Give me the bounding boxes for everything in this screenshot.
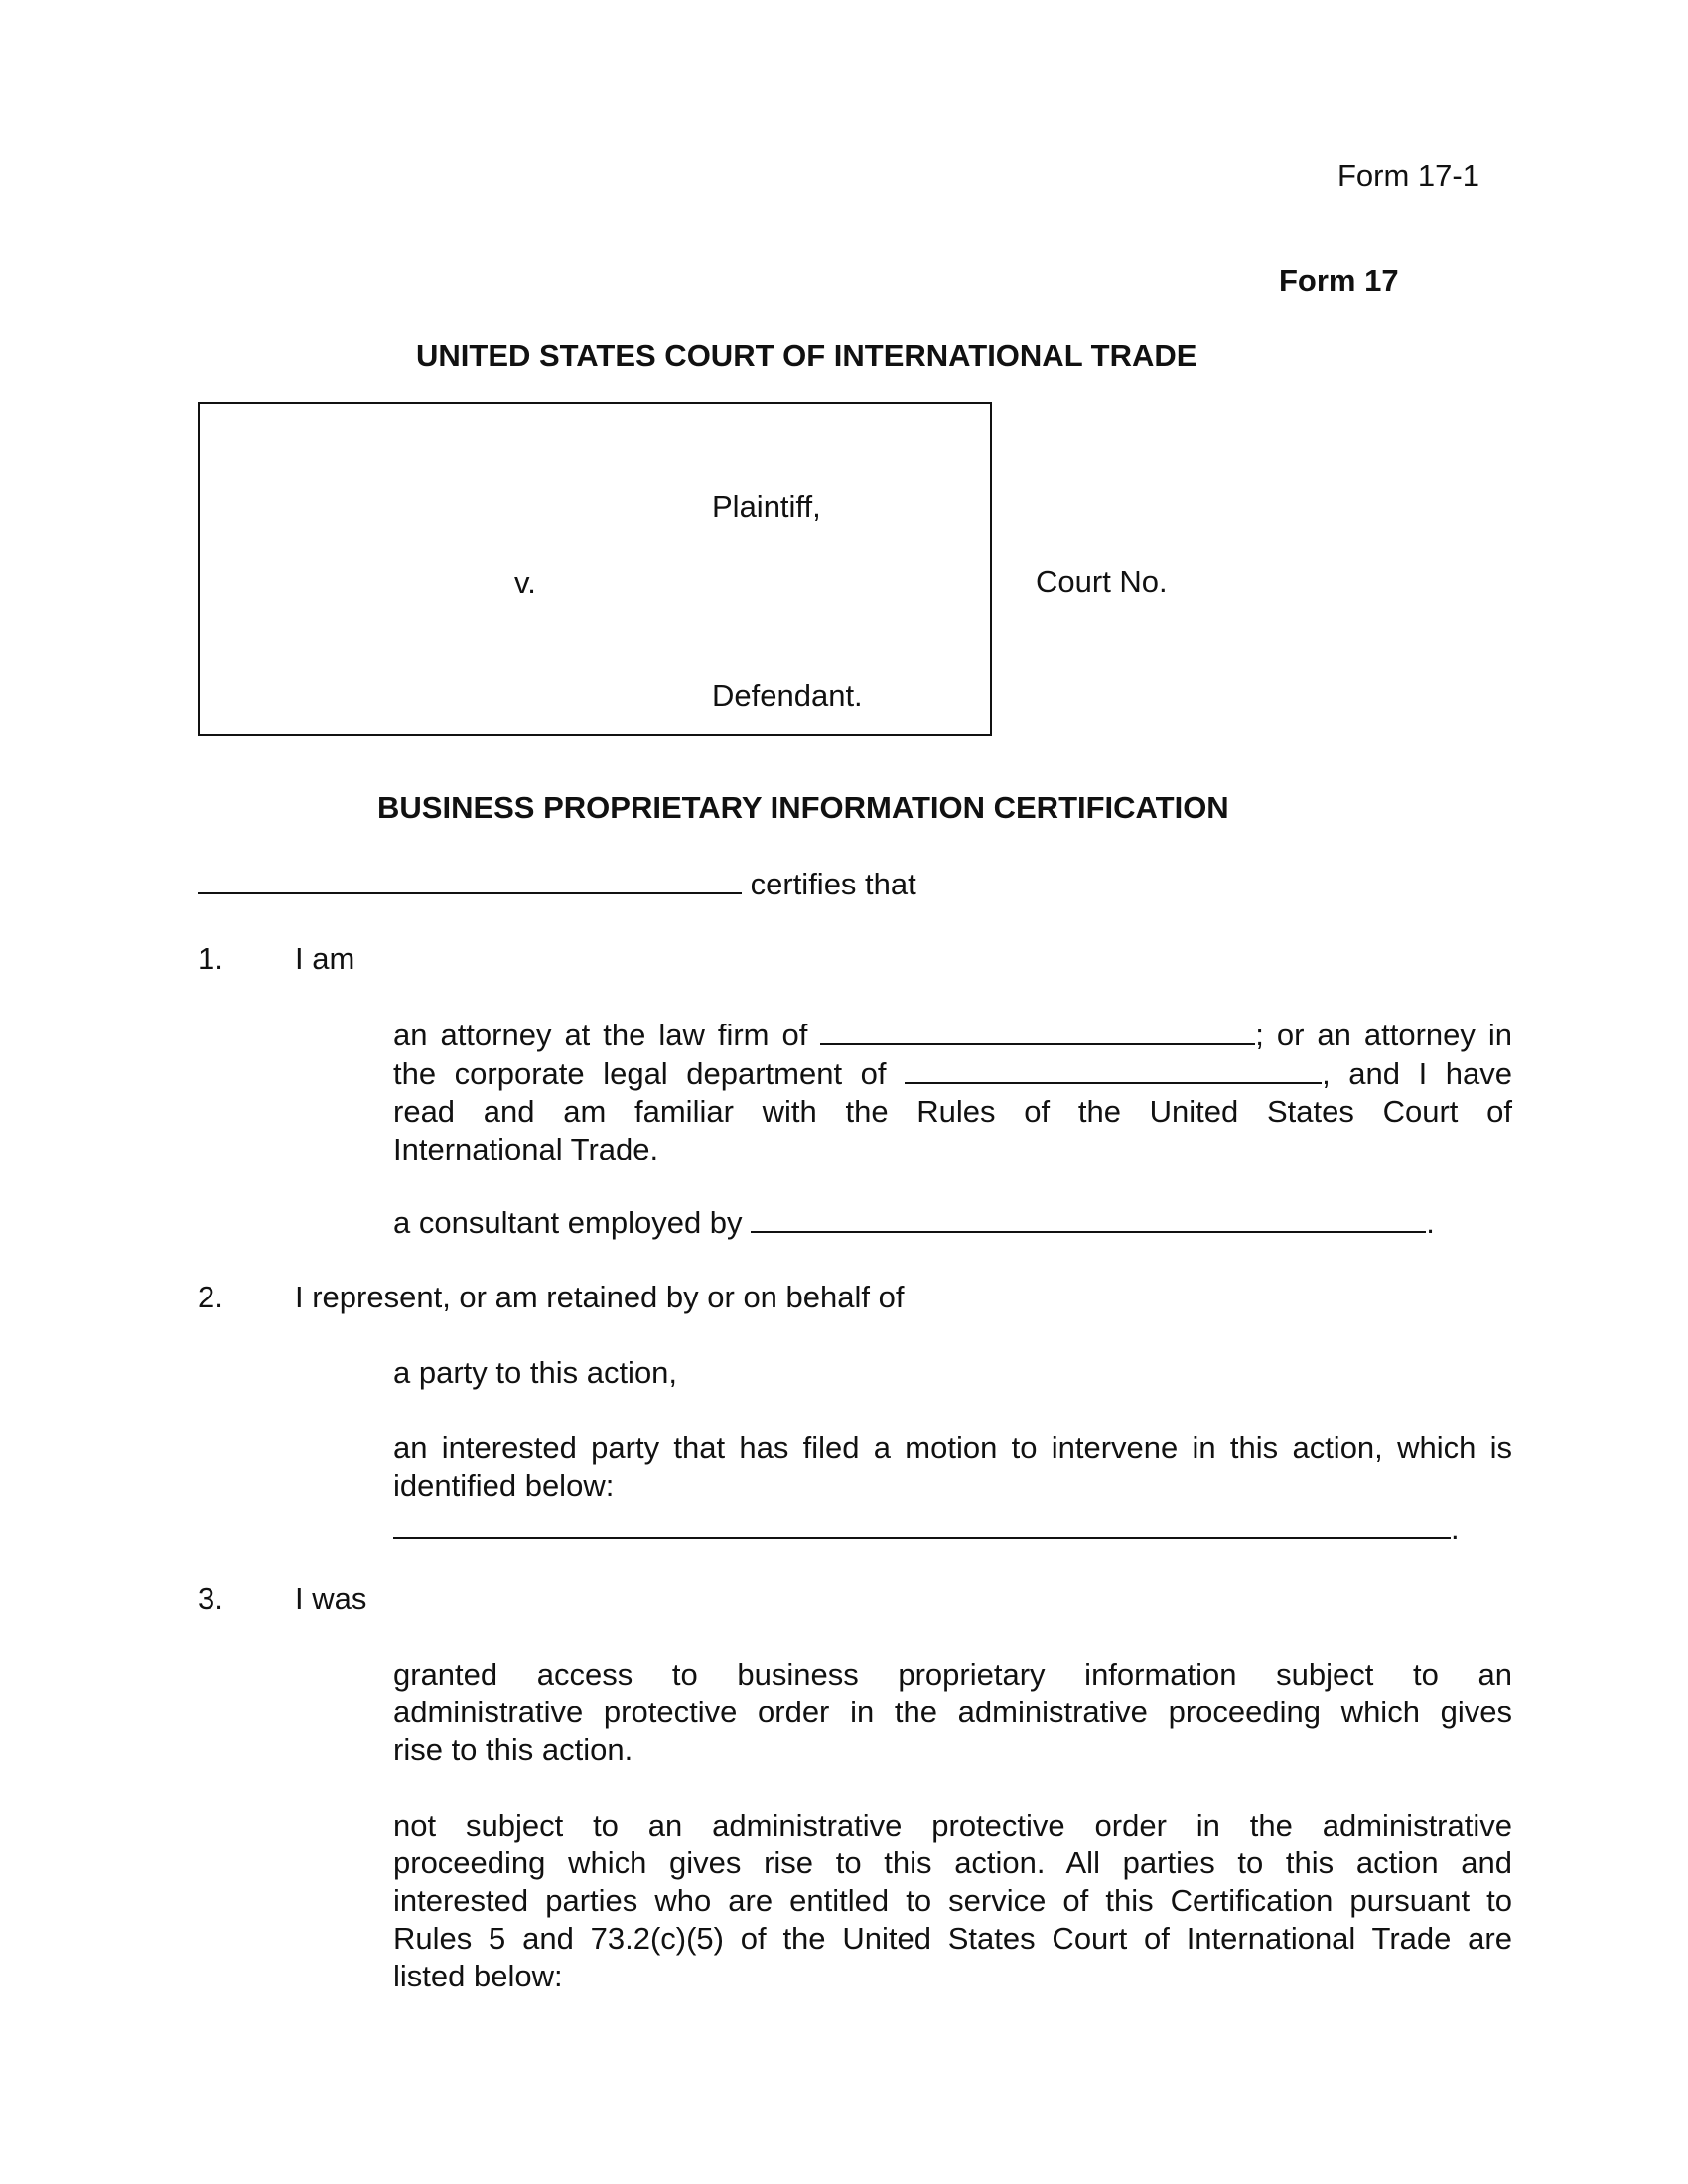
section-1-option-attorney xyxy=(393,1016,1512,1168)
attorney-line-3: read and am familiar with the Rules of the United States Court of xyxy=(393,1094,1512,1129)
form-number: Form 17 xyxy=(1279,263,1399,298)
defendant-label: Defendant. xyxy=(712,678,863,713)
section-3-lead: I was xyxy=(295,1581,367,1616)
section-3-number: 3. xyxy=(198,1581,223,1616)
versus-label: v. xyxy=(514,565,536,600)
section-3-option-granted-access xyxy=(393,1656,1512,1769)
section-1-lead: I am xyxy=(295,941,355,976)
attorney-line-2: the corporate legal department of , and I have xyxy=(393,1056,1512,1091)
corporate-dept-blank[interactable] xyxy=(905,1054,1322,1084)
not-subject-line-2: proceeding which gives rise to this action. All parties to this action and xyxy=(393,1845,1512,1880)
interested-party-line-1: an interested party that has filed a motion to intervene in this action, which is xyxy=(393,1431,1512,1465)
interested-party-blank[interactable] xyxy=(393,1509,1451,1539)
interested-party-blank-line: . xyxy=(393,1509,1460,1548)
case-caption-box xyxy=(198,402,992,736)
section-2-lead: I represent, or am retained by or on behalf of xyxy=(295,1280,905,1314)
page-label: Form 17-1 xyxy=(1337,158,1479,193)
not-subject-line-5: listed below: xyxy=(393,1959,563,1993)
section-1-number: 1. xyxy=(198,941,223,976)
court-number-label: Court No. xyxy=(1036,564,1168,599)
not-subject-line-4: Rules 5 and 73.2(c)(5) of the United States Court of International Trade are xyxy=(393,1921,1512,1956)
section-2-option-interested-party xyxy=(393,1430,1512,1505)
granted-line-1: granted access to business proprietary information subject to an xyxy=(393,1657,1512,1692)
granted-line-2: administrative protective order in the administrative proceeding which gives xyxy=(393,1695,1512,1729)
not-subject-line-3: interested parties who are entitled to service of this Certification pursuant to xyxy=(393,1883,1512,1918)
not-subject-line-1: not subject to an administrative protective order in the administrative xyxy=(393,1808,1512,1843)
court-title: UNITED STATES COURT OF INTERNATIONAL TRADE xyxy=(416,339,1197,373)
plaintiff-label: Plaintiff, xyxy=(712,489,821,524)
section-3-option-not-subject xyxy=(393,1807,1512,1995)
granted-line-3: rise to this action. xyxy=(393,1732,633,1767)
section-2-number: 2. xyxy=(198,1280,223,1314)
attorney-line-4: International Trade. xyxy=(393,1132,659,1166)
interested-party-line-2: identified below: xyxy=(393,1468,615,1503)
certifies-text: certifies that xyxy=(750,867,916,901)
certifier-line xyxy=(198,865,916,903)
section-1-option-consultant: a consultant employed by . xyxy=(393,1205,1435,1240)
certifier-name-blank[interactable] xyxy=(198,865,742,894)
consultant-employer-blank[interactable] xyxy=(751,1203,1426,1233)
law-firm-blank[interactable] xyxy=(820,1016,1255,1045)
document-title: BUSINESS PROPRIETARY INFORMATION CERTIFICATION xyxy=(377,790,1229,825)
attorney-line-1: an attorney at the law firm of ; or an attorney in xyxy=(393,1018,1512,1052)
section-2-option-party: a party to this action, xyxy=(393,1355,678,1390)
